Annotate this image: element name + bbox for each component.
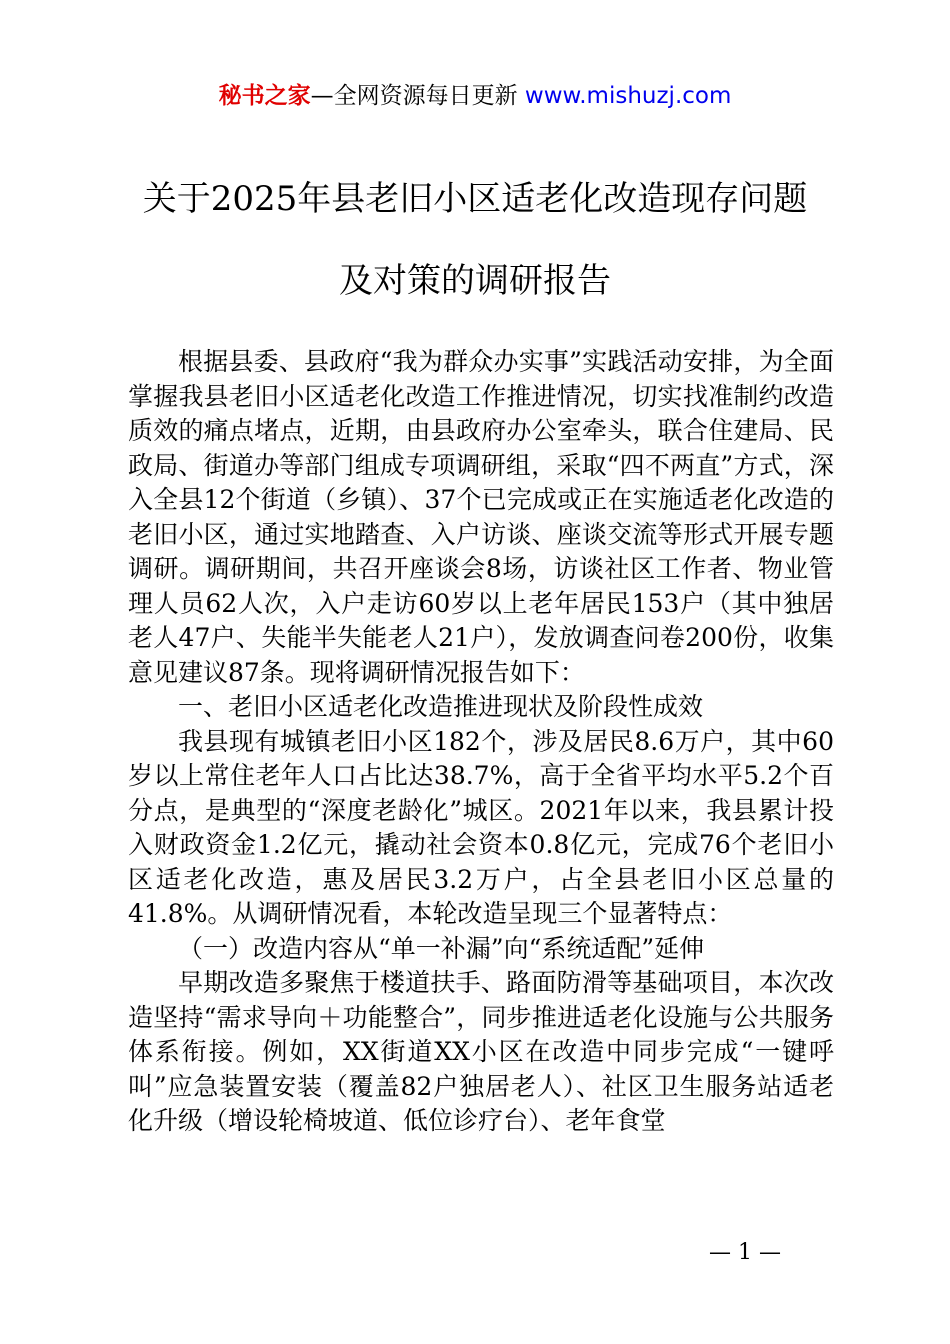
brand-name: 秘书之家 <box>218 83 311 109</box>
header-tagline: —全网资源每日更新 <box>310 83 518 109</box>
site-url-link[interactable]: www.mishuzj.com <box>524 83 732 109</box>
subsection-paragraph: 早期改造多聚焦于楼道扶手、路面防滑等基础项目，本次改造坚持“需求导向＋功能整合”，同步推进适老化设施与公共服务体系衔接。例如，XX街道XX小区在改造中同步完成“一键呼叫”应急装置安装（覆盖82户独居老人）、社区卫生服务站适老化升级（增设轮椅坡道、低位诊疗台）、老年食堂 <box>128 968 834 1135</box>
page-number: — 1 — <box>709 1240 781 1265</box>
document-body <box>128 345 834 1139</box>
intro-paragraph: 根据县委、县政府“我为群众办实事”实践活动安排，为全面掌握我县老旧小区适老化改造工作推进情况，切实找准制约改造质效的痛点堵点，近期，由县政府办公室牵头，联合住建局、民政局、街道办等部门组成专项调研组，采取“四不两直”方式，深入全县12个街道（乡镇）、37个已完成或正在实施适老化改造的老旧小区，通过实地踏查、入户访谈、座谈交流等形式开展专题调研。调研期间，共召开座谈会8场，访谈社区工作者、物业管理人员62人次，入户走访60岁以上老年居民153户（其中独居老人47户、失能半失能老人21户），发放调查问卷200份，收集意见建议87条。现将调研情况报告如下： <box>128 347 834 687</box>
section-heading-1: 一、老旧小区适老化改造推进现状及阶段性成效 <box>178 692 704 721</box>
title-line-2: 及对策的调研报告 <box>339 261 611 301</box>
site-header <box>0 80 950 112</box>
status-paragraph: 我县现有城镇老旧小区182个，涉及居民8.6万户，其中60岁以上常住老年人口占比达38.7%，高于全省平均水平5.2个百分点，是典型的“深度老龄化”城区。2021年以来，我县累计投入财政资金1.2亿元，撬动社会资本0.8亿元，完成76个老旧小区适老化改造，惠及居民3.2万户，占全县老旧小区总量的41.8%。从调研情况看，本轮改造呈现三个显著特点： <box>128 726 834 928</box>
title-line-1: 关于2025年县老旧小区适老化改造现存问题 <box>142 179 808 219</box>
document-title <box>100 158 850 322</box>
subsection-heading-1: （一）改造内容从“单一补漏”向“系统适配”延伸 <box>178 933 705 963</box>
